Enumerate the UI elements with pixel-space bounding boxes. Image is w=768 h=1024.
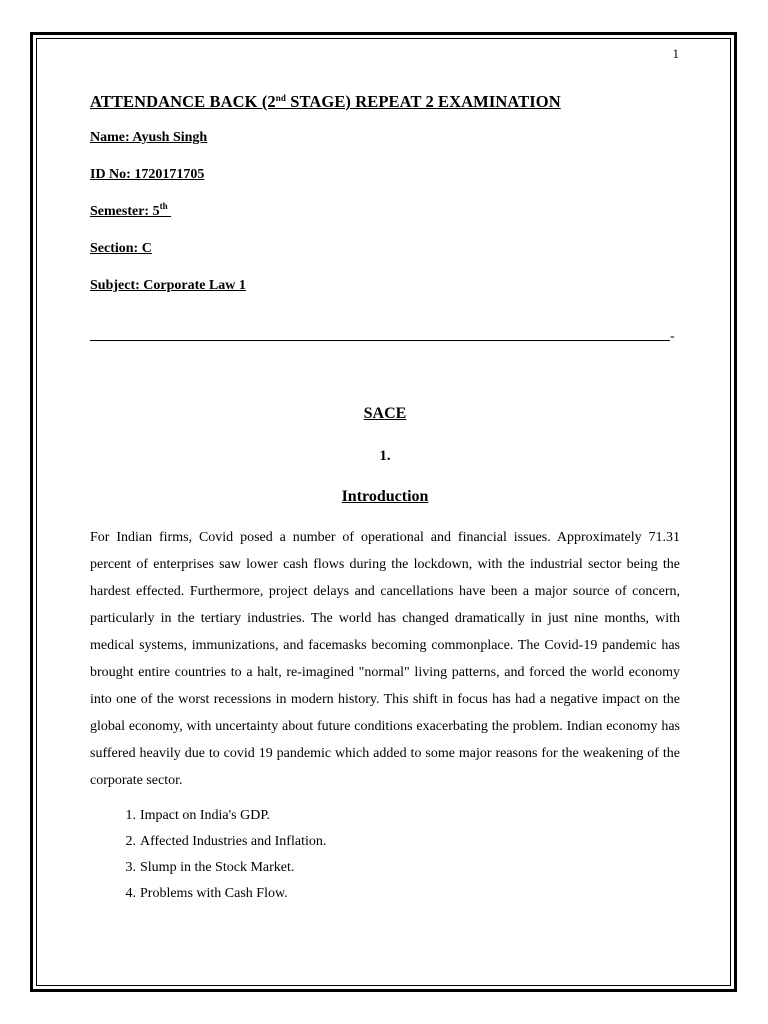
section: Section: C xyxy=(90,241,152,256)
separator-dash: - xyxy=(670,329,675,344)
exam-title-end: STAGE) REPEAT 2 EXAMINATION xyxy=(285,92,561,111)
reasons-list xyxy=(90,806,680,910)
list-item-text: Problems with Cash Flow. xyxy=(140,886,288,901)
list-item-number: 2. xyxy=(125,834,136,849)
list-item xyxy=(90,858,680,884)
header-block xyxy=(90,92,680,315)
sace-heading: SACE xyxy=(363,405,407,422)
list-item-text: Affected Industries and Inflation. xyxy=(140,834,327,849)
semester-superscript: th xyxy=(159,201,168,211)
exam-title xyxy=(90,92,680,112)
separator-rule xyxy=(90,329,675,344)
list-item xyxy=(90,832,680,858)
list-item xyxy=(90,884,680,910)
introduction-paragraph: For Indian firms, Covid posed a number of operational and financial issues. Approximately 71.31 percent of enterprises saw lower cash flows during the lockdown, with the industrial sector being the hardest effected. Furthermore, project delays and cancellations have been a major source of concern, particularly in the tertiary industries. The world has changed dramatically in just nine months, with medical systems, immunizations, and facemasks becoming commonplace. The Covid-19 pandemic has brought entire countries to a halt, re-imagined "normal" living patterns, and forced the world economy into one of the worst recessions in modern history. This shift in focus has had a negative impact on the global economy, with uncertainty about future conditions exacerbating the problem. Indian economy has suffered heavily due to covid 19 pandemic which added to some major reasons for the weakening of the corporate sector. xyxy=(90,530,680,788)
exam-title-start: ATTENDANCE BACK (2 xyxy=(90,92,276,111)
list-item-number: 1. xyxy=(125,808,136,823)
list-item-text: Impact on India's GDP. xyxy=(140,808,271,823)
list-item-number: 3. xyxy=(125,860,136,875)
introduction-heading: Introduction xyxy=(341,488,429,505)
page-number: 1 xyxy=(672,46,679,61)
student-name: Name: Ayush Singh xyxy=(90,130,208,145)
list-item-text: Slump in the Stock Market. xyxy=(140,860,295,875)
list-item-number: 4. xyxy=(125,886,136,901)
student-id: ID No: 1720171705 xyxy=(90,167,205,182)
semester xyxy=(90,201,680,241)
question-number: 1. xyxy=(379,448,391,464)
subject: Subject: Corporate Law 1 xyxy=(90,278,246,293)
separator-line xyxy=(90,340,670,341)
list-item xyxy=(90,806,680,832)
exam-title-superscript: nd xyxy=(275,93,286,103)
semester-text: Semester: 5 xyxy=(90,204,160,219)
